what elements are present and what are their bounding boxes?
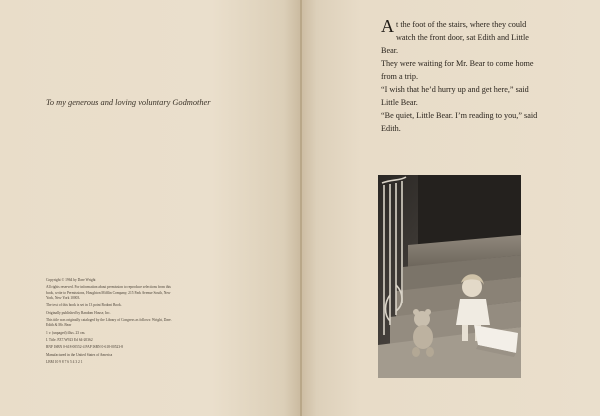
copyright-line: LBM 10 9 8 7 6 5 4 3 2 1 [46,360,83,365]
copyright-line: This title was originally cataloged by the Library of Congress as follows: Wright, Dare. Edith & Mr. Bear [46,317,172,328]
story-text [381,18,541,135]
bear-body [413,325,433,349]
dedication-text: To my generous and loving voluntary Godmother [46,98,211,107]
bear-foot [426,347,434,357]
story-paragraph: “Be quiet, Little Bear. I’m reading to you,” said Edith. [381,111,538,133]
doll-leg [462,325,468,341]
photo-illustration [378,175,521,378]
bear-ear [425,309,431,315]
copyright-line: All rights reserved. For information about permission to reproduce selections from this book, write to Permissions, Houghton Mifflin Company, 215 Park Avenue South, New York, New York 10003. [46,285,171,300]
staircase-photo [378,175,521,378]
copyright-line: Copyright © 1964 by Dare Wright [46,278,96,282]
dark-wall [418,175,521,245]
copyright-line: 1 v. (unpaged) illus. 23 cm. [46,330,86,335]
copyright-block [46,278,176,368]
copyright-line: Originally published by Random House, Inc. [46,310,111,315]
bear-foot [412,347,420,357]
bear-ear [413,309,419,315]
copyright-line: RNF ISBN 0-618-00552-4 PAP ISBN 0-618-00523-8 [46,345,124,350]
drop-cap: A [381,16,394,36]
copyright-line: Manufactured in the United States of America [46,352,113,357]
story-paragraph [381,18,541,57]
story-paragraph-text: t the foot of the stairs, where they could watch the front door, sat Edith and Little Bear. [381,20,529,55]
story-paragraph: “I wish that he’d hurry up and get here,” said Little Bear. [381,85,529,107]
copyright-line: The text of this book is set in 13 point Bodoni Book. [46,303,122,308]
doll-dress [456,299,490,325]
copyright-line: I. Title. PZ7.W923 Ed 64-20362 [46,337,93,342]
story-paragraph: They were waiting for Mr. Bear to come home from a trip. [381,59,534,81]
